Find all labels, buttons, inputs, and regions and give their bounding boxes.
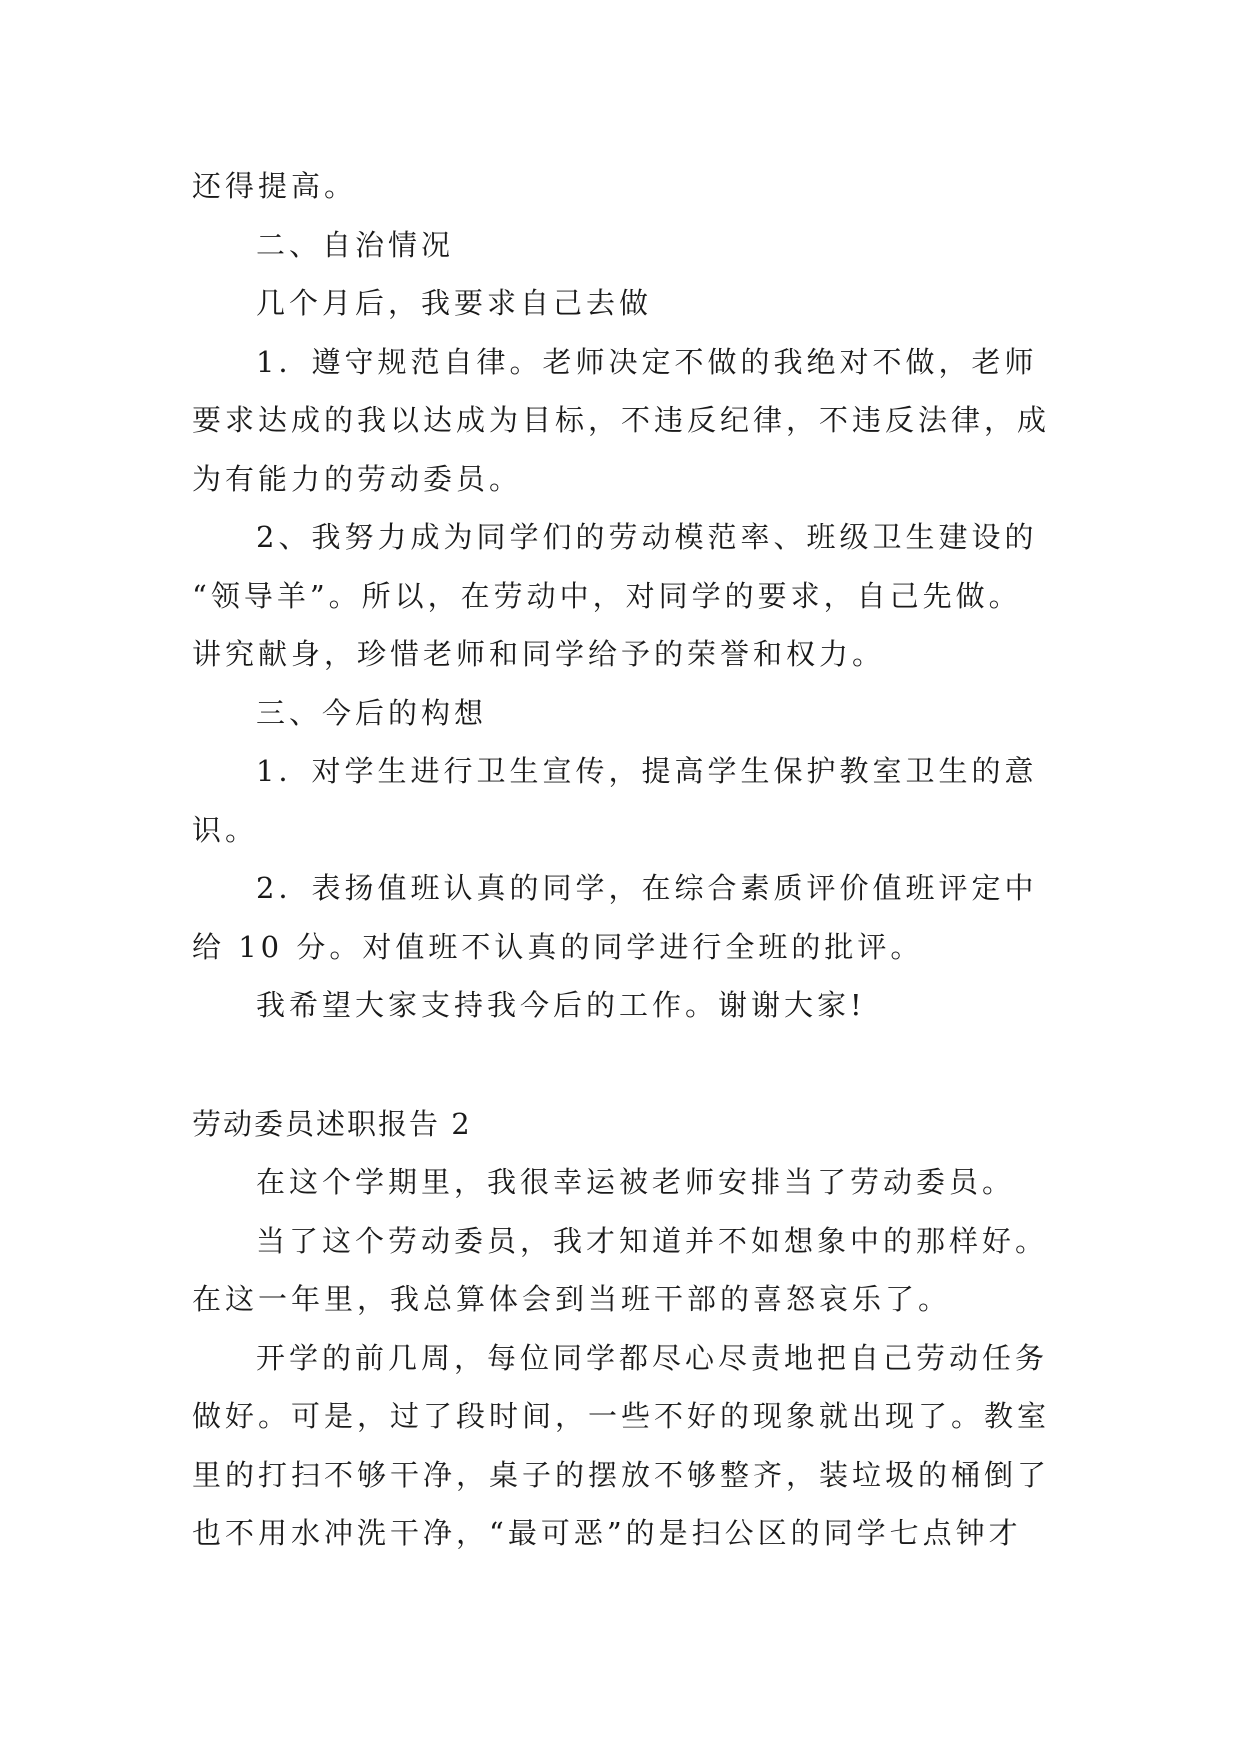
section-1 — [192, 157, 1052, 1035]
paragraph-line: 在这一年里，我总算体会到当班干部的喜怒哀乐了。 — [192, 1282, 952, 1316]
paragraph-line: 1．遵守规范自律。老师决定不做的我绝对不做，老师 — [256, 344, 1038, 379]
report-title: 劳动委员述职报告 2 — [192, 1106, 472, 1141]
paragraph-line: 里的打扫不够干净，桌子的摆放不够整齐，装垃圾的桶倒了 — [192, 1457, 1051, 1492]
paragraph-line: 当了这个劳动委员，我才知道并不如想象中的那样好。 — [256, 1223, 1049, 1258]
document-body — [192, 157, 1052, 1563]
paragraph-line: 识。 — [192, 812, 259, 847]
paragraph-line: 开学的前几周，每位同学都尽心尽责地把自己劳动任务 — [256, 1340, 1049, 1375]
paragraph-line: 在这个学期里，我很幸运被老师安排当了劳动委员。 — [256, 1165, 1016, 1199]
section-gap — [192, 1035, 1052, 1095]
section-heading: 三、今后的构想 — [256, 695, 488, 730]
paragraph-line: 讲究献身，珍惜老师和同学给予的荣誉和权力。 — [192, 637, 886, 671]
paragraph-line: 要求达成的我以达成为目标，不违反纪律，不违反法律，成 — [192, 403, 1051, 437]
section-heading: 二、自治情况 — [256, 227, 455, 262]
section-2 — [192, 1095, 1052, 1563]
paragraph-line: 还得提高。 — [192, 169, 358, 203]
paragraph-line: 也不用水冲洗干净，“最可恶”的是扫公区的同学七点钟才 — [192, 1516, 1022, 1550]
paragraph-line: 为有能力的劳动委员。 — [192, 461, 523, 496]
paragraph-line: 2．表扬值班认真的同学，在综合素质评价值班评定中 — [256, 871, 1038, 905]
paragraph-line: 2、我努力成为同学们的劳动模范率、班级卫生建设的 — [256, 520, 1038, 554]
paragraph-line: 几个月后，我要求自己去做 — [256, 286, 653, 320]
paragraph-line: 我希望大家支持我今后的工作。谢谢大家! — [256, 988, 866, 1022]
paragraph-line: “领导羊”。所以，在劳动中，对同学的要求，自己先做。 — [192, 578, 1022, 613]
paragraph-line: 给 10 分。对值班不认真的同学进行全班的批评。 — [192, 929, 924, 964]
paragraph-line: 做好。可是，过了段时间，一些不好的现象就出现了。教室 — [192, 1399, 1051, 1433]
paragraph-line: 1．对学生进行卫生宣传，提高学生保护教室卫生的意 — [256, 754, 1038, 788]
